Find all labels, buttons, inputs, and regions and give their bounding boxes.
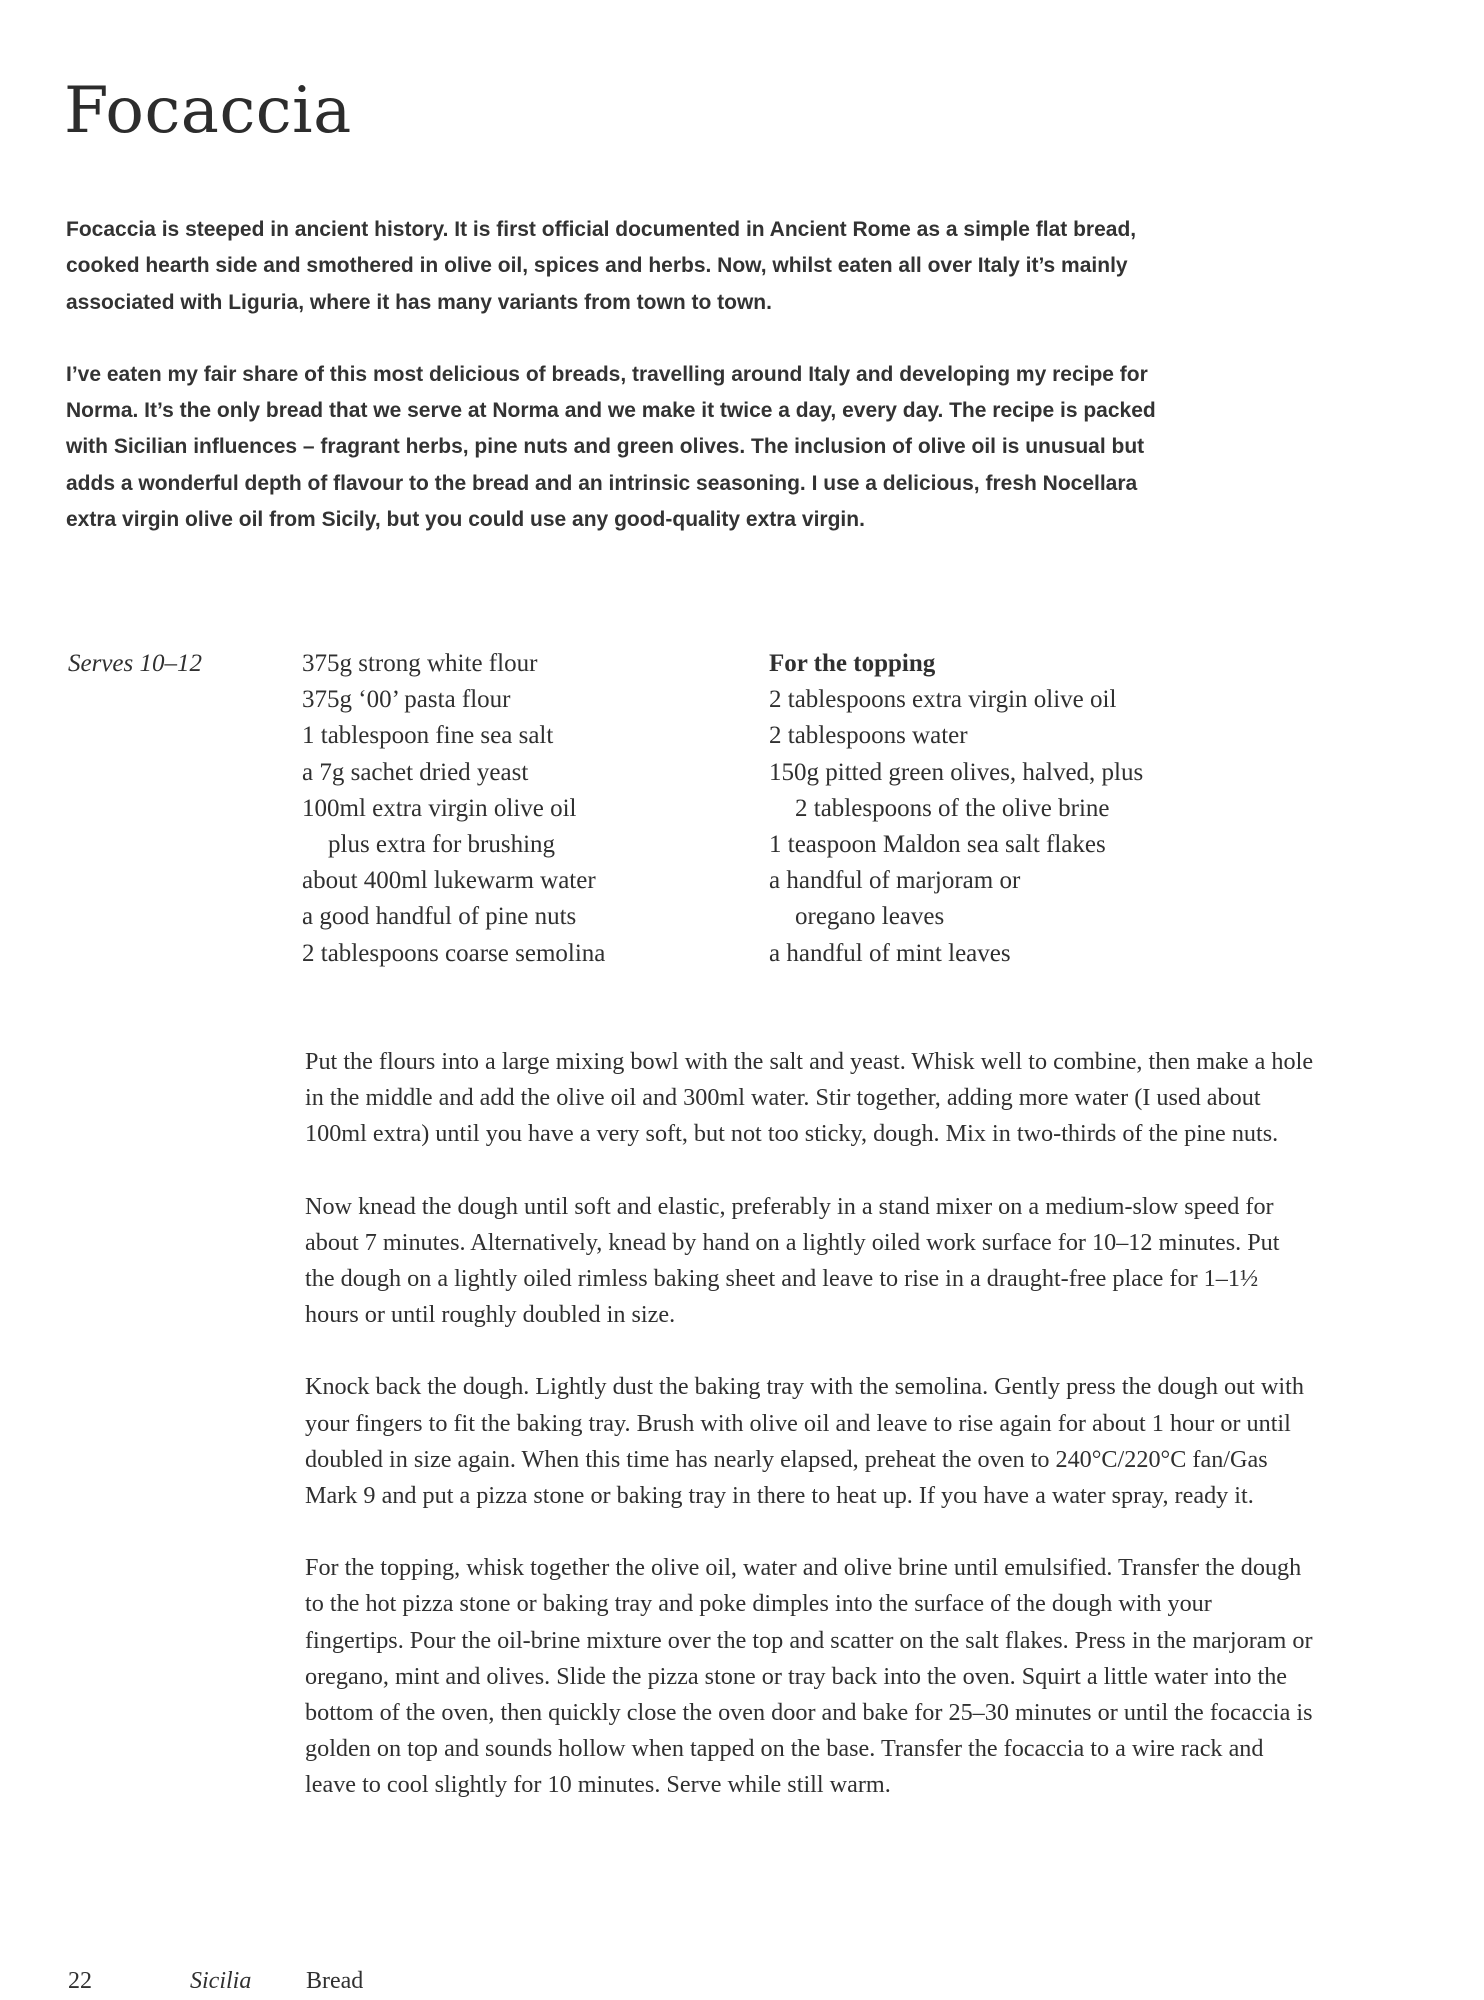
ingredient-item: 375g ‘00’ pasta flour — [302, 686, 511, 714]
intro-paragraph: Focaccia is steeped in ancient history. It is first official documented in Ancient Rome as a simple flat bread, cooked hearth side and smothered in olive oil, spices and herbs. Now, whilst eaten all over Italy it’s mainly associated with Liguria, where it has many variants from town to town. — [66, 218, 1137, 314]
serves-label: Serves 10–12 — [68, 650, 202, 677]
intro-text — [66, 212, 1186, 538]
method-text — [305, 1044, 1315, 1804]
topping-item: oregano leaves — [795, 903, 945, 931]
ingredient-item: a 7g sachet dried yeast — [302, 758, 529, 786]
topping-item: a handful of marjoram or — [769, 867, 1021, 895]
method-step: For the topping, whisk together the olive oil, water and olive brine until emulsified. Transfer the dough to the hot pizza stone or baking tray and poke dimples into the surface of the dough with your fingertips. Pour the oil-brine mixture over the top and scatter on the salt flakes. Press in the marjoram or oregano, mint and olives. Slide the pizza stone or tray back into the oven. Squirt a little water into the bottom of the oven, then quickly close the oven door and bake for 25–30 minutes or until the focaccia is golden on top and sounds hollow when tapped on the base. Transfer the focaccia to a wire rack and leave to cool slightly for 10 minutes. Serve while still warm. — [305, 1554, 1313, 1799]
ingredient-item: 2 tablespoons coarse semolina — [302, 939, 606, 967]
topping-item: 150g pitted green olives, halved, plus — [769, 758, 1144, 786]
topping-item: 2 tablespoons water — [769, 722, 968, 750]
recipe-title: Focaccia — [64, 74, 352, 148]
topping-item: 2 tablespoons extra virgin olive oil — [769, 686, 1117, 714]
footer-region: Sicilia — [190, 1968, 252, 1994]
topping-item: 1 teaspoon Maldon sea salt flakes — [769, 831, 1106, 859]
topping-item: a handful of mint leaves — [769, 939, 1011, 967]
ingredient-item: a good handful of pine nuts — [302, 903, 577, 931]
method-step: Knock back the dough. Lightly dust the baking tray with the semolina. Gently press the dough out with your fingers to fit the baking tray. Brush with olive oil and leave to rise again for about 1 hour or until doubled in size again. When this time has nearly elapsed, preheat the oven to 240°C/220°C fan/Gas Mark 9 and put a pizza stone or baking tray in there to heat up. If you have a water spray, ready it. — [305, 1373, 1304, 1510]
method-step: Now knead the dough until soft and elastic, preferably in a stand mixer on a medium-slow speed for about 7 minutes. Alternatively, knead by hand on a lightly oiled work surface for 10–12 minutes. Put the dough on a lightly oiled rimless baking sheet and leave to rise in a draught-free place for 1–1½ hours or until roughly doubled in size. — [305, 1192, 1280, 1329]
ingredient-item: 1 tablespoon fine sea salt — [302, 722, 554, 750]
ingredient-item: plus extra for brushing — [328, 831, 556, 859]
intro-paragraph: I’ve eaten my fair share of this most delicious of breads, travelling around Italy and developing my recipe for Norma. It’s the only bread that we serve at Norma and we make it twice a day, every day. The recipe is packed with Sicilian influences – fragrant herbs, pine nuts and green olives. The inclusion of olive oil is unusual but adds a wonderful depth of flavour to the bread and an intrinsic seasoning. I use a delicious, fresh Nocellara extra virgin olive oil from Sicily, but you could use any good-quality extra virgin. — [66, 362, 1156, 532]
ingredients-list — [302, 646, 605, 972]
topping-list — [769, 646, 1143, 972]
ingredient-item: about 400ml lukewarm water — [302, 867, 596, 895]
footer-section: Bread — [306, 1968, 364, 1994]
ingredient-item: 100ml extra virgin olive oil — [302, 794, 577, 822]
ingredient-item: 375g strong white flour — [302, 650, 538, 677]
topping-heading: For the topping — [769, 650, 936, 677]
method-step: Put the flours into a large mixing bowl with the salt and yeast. Whisk well to combine, then make a hole in the middle and add the olive oil and 300ml water. Stir together, adding more water (I used about 100ml extra) until you have a very soft, but not too sticky, dough. Mix in two-thirds of the pine nuts. — [305, 1048, 1314, 1148]
page-number: 22 — [68, 1968, 92, 1994]
topping-item: 2 tablespoons of the olive brine — [795, 794, 1110, 822]
